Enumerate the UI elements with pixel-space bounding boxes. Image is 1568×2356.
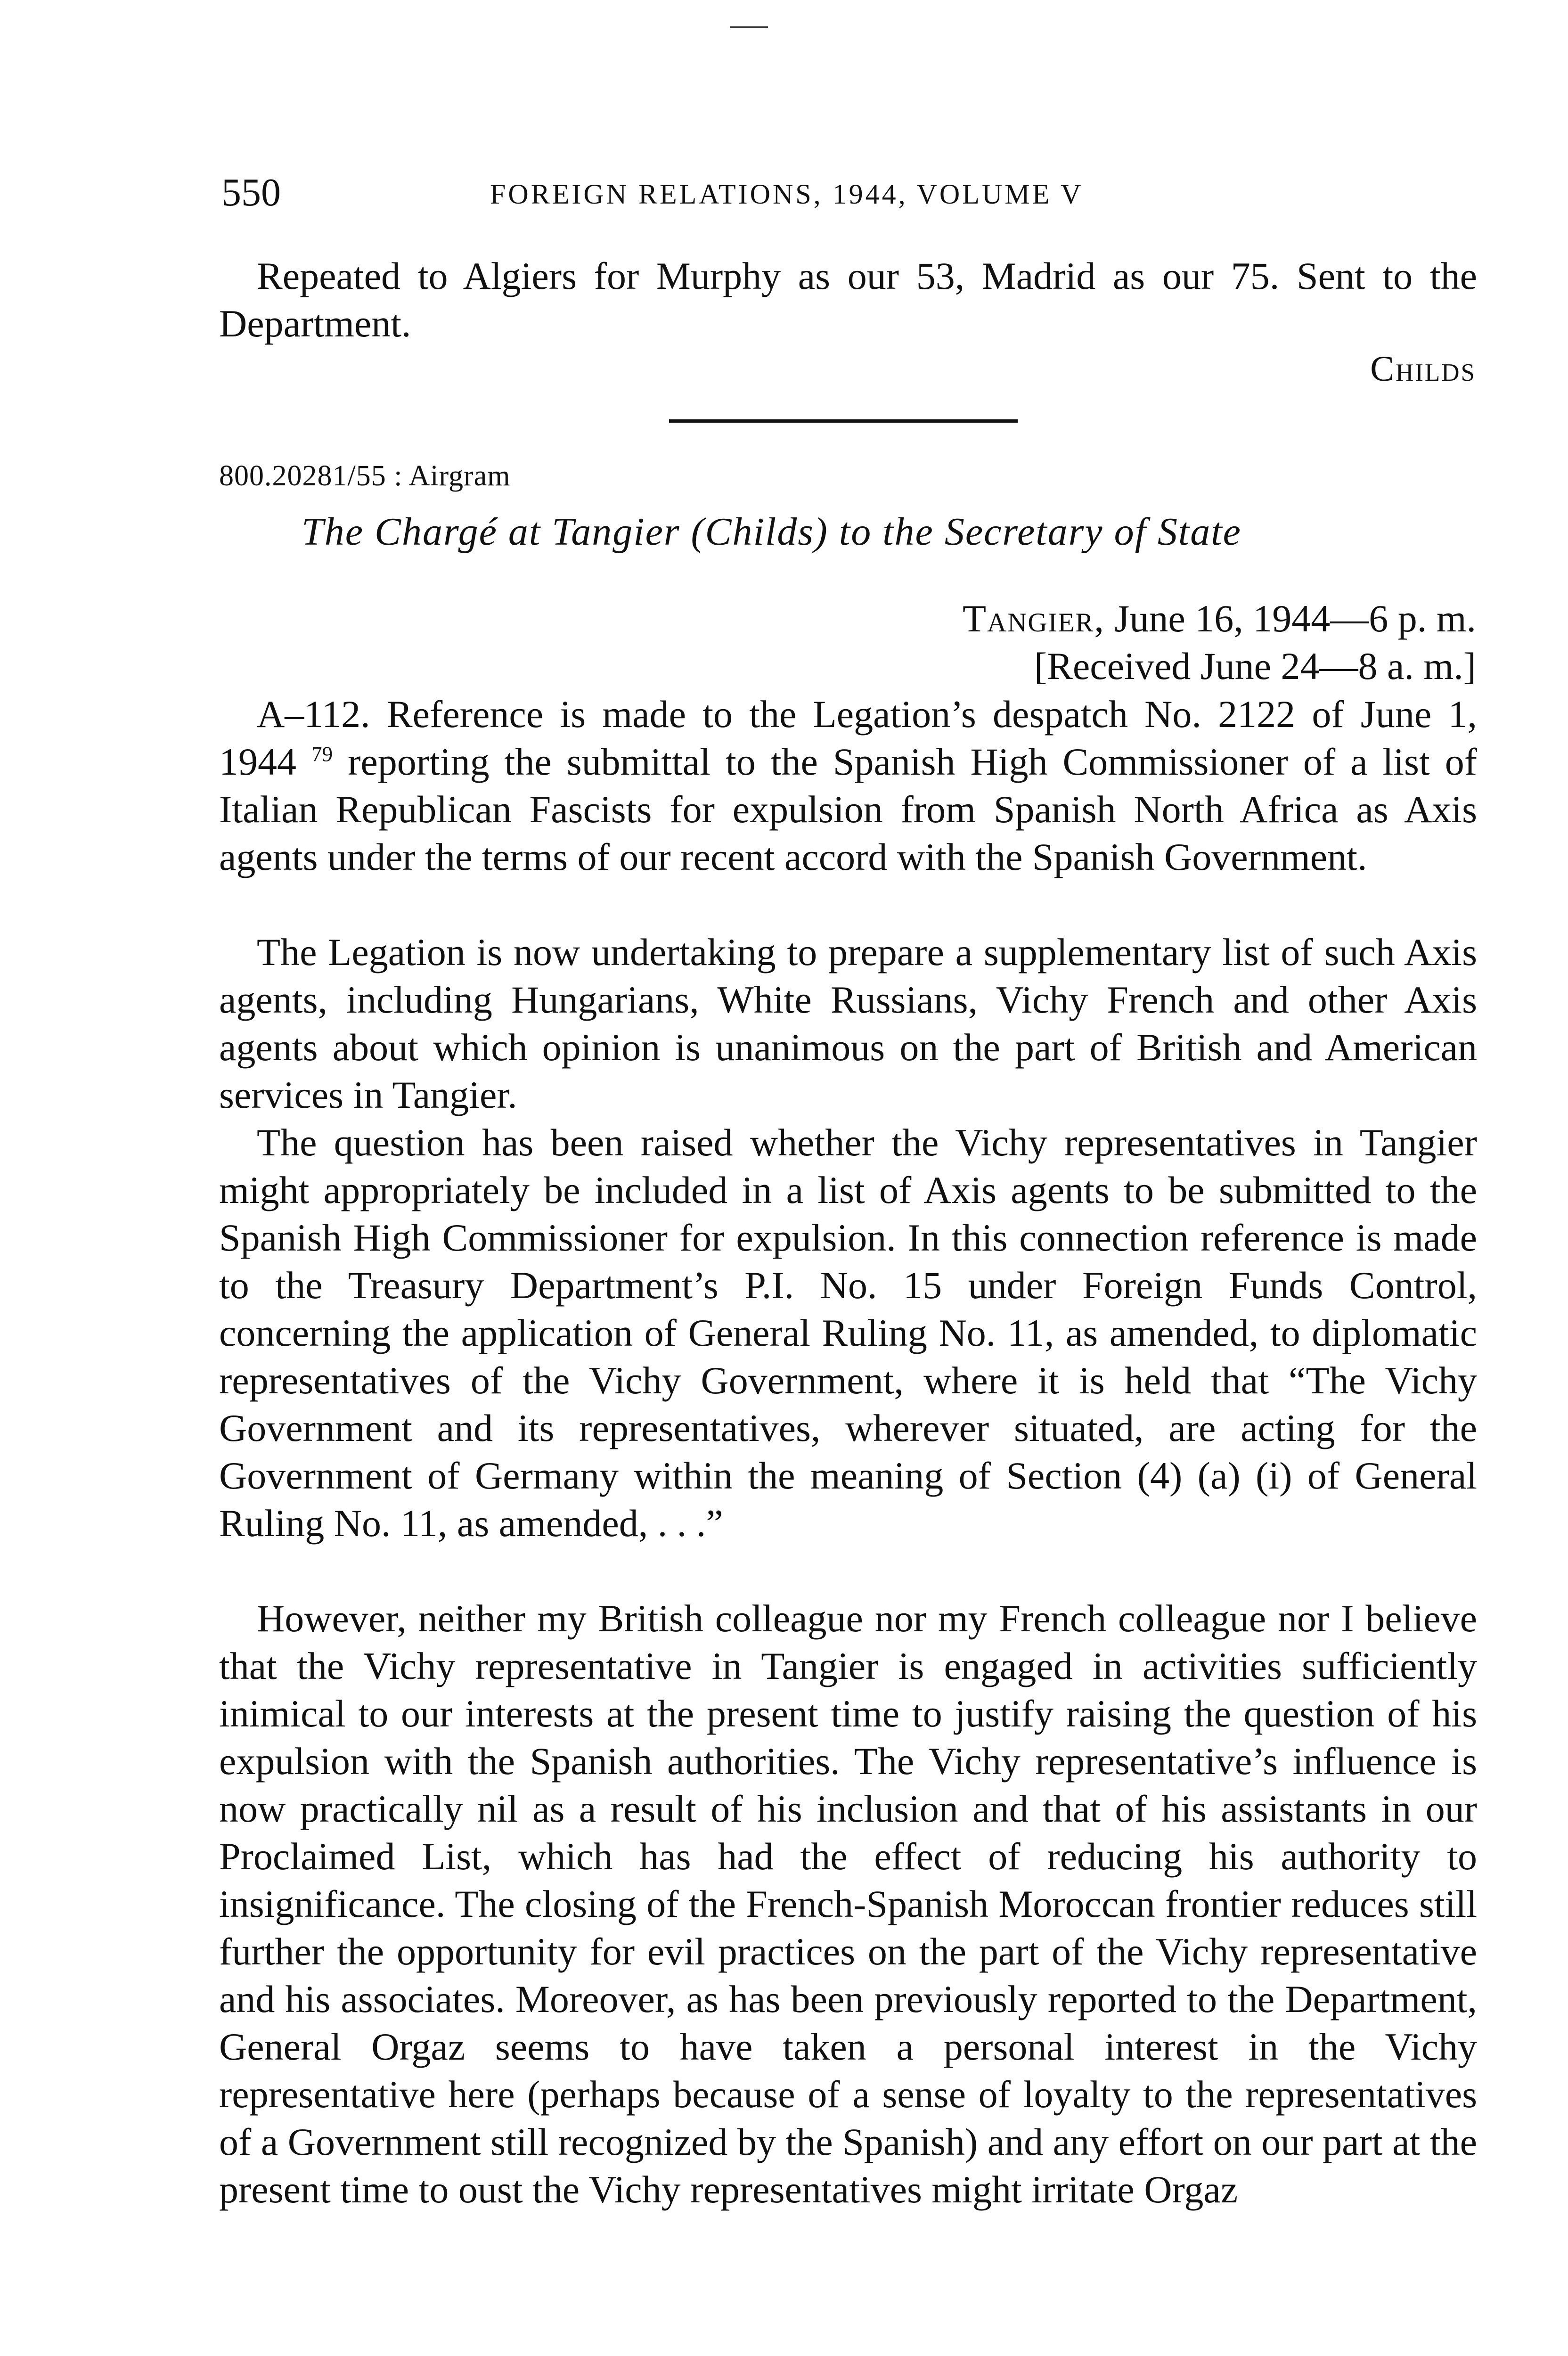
running-head: FOREIGN RELATIONS, 1944, VOLUME V bbox=[490, 179, 1084, 210]
footnote-reference: 79 bbox=[311, 742, 333, 766]
paragraph-4: However, neither my British colleague nor my French colleague nor I believe that the Vichy representative in Tangier is engaged in activities sufficiently inimical to our interests at the present time to justify raising the question of his expulsion with the Spanish authorities. The Vichy representative’s influence is now practically nil as a result of his inclusion and that of his assistants in our Proclaimed List, which has had the effect of reducing his authority to insignificance. The closing of the French-Spanish Moroccan frontier reduces still further the opportunity for evil practices on the part of the Vichy representative and his associates. Moreover, as has been previously reported to the Department, General Orgaz seems to have taken a personal interest in the Vichy representative here (perhaps because of a sense of loyalty to the representatives of a Government still recognized by the Spanish) and any effort on our part at the present time to oust the Vichy representatives might irritate Orgaz bbox=[219, 1597, 1477, 2211]
received-line: [Received June 24—8 a. m.] bbox=[1034, 645, 1476, 687]
paragraph-3: The question has been raised whether the Vichy representatives in Tangier might appropriately be included in a list of Axis agents to be submitted to the Spanish High Commissioner for expulsion. In this connection reference is made to the Treasury Department’s P.I. No. 15 under Foreign Funds Control, concerning the application of General Ruling No. 11, as amended, to diplomatic representatives of the Vichy Government, where it is held that “The Vichy Government and its representatives, wherever situated, are acting for the Government of Germany within the meaning of Section (4) (a) (i) of General Ruling No. 11, as amended, . . .” bbox=[219, 1121, 1477, 1545]
page-number: 550 bbox=[221, 171, 281, 214]
previous-document-closing: Repeated to Algiers for Murphy as our 53, Madrid as our 75. Sent to the Department. bbox=[219, 254, 1477, 345]
signature-childs: Childs bbox=[1370, 349, 1476, 389]
paragraph-1-start: A–112. Reference is made to the Legation’s despatch No. 2122 of June 1, 1944 bbox=[219, 693, 1477, 783]
top-divider-mark bbox=[730, 26, 768, 28]
document-title: The Chargé at Tangier (Childs) to the Secretary of State bbox=[302, 510, 1241, 554]
paragraph-1 bbox=[219, 690, 1477, 881]
file-number: 800.20281/55 : Airgram bbox=[219, 460, 511, 492]
dateline-date: June 16, 1944—6 p. m. bbox=[1114, 597, 1476, 640]
section-divider bbox=[669, 419, 1018, 423]
paragraph-1-end: reporting the submittal to the Spanish High Commissioner of a list of Italian Republican Fascists for expulsion from Spanish North Africa as Axis agents under the terms of our recent accord with the Spanish Government. bbox=[219, 740, 1478, 878]
dateline-place: Tangier, bbox=[963, 597, 1105, 640]
dateline bbox=[963, 595, 1476, 690]
paragraph-2: The Legation is now undertaking to prepare a supplementary list of such Axis agents, including Hungarians, White Russians, Vichy French and other Axis agents about which opinion is unanimous on the part of British and American services in Tangier. bbox=[219, 931, 1477, 1116]
page-header bbox=[221, 170, 1475, 221]
